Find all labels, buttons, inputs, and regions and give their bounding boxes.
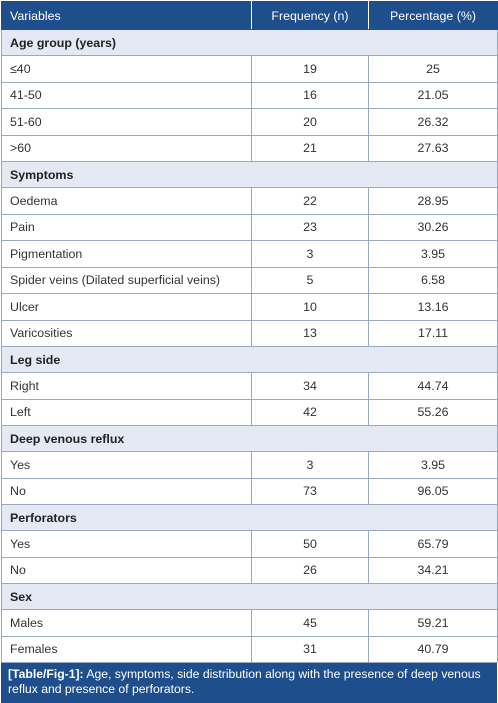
cell-frequency: 50 (252, 531, 369, 558)
cell-percentage: 13.16 (369, 294, 498, 321)
cell-variable: Yes (2, 452, 252, 479)
cell-percentage: 3.95 (369, 241, 498, 268)
group-title: Deep venous reflux (2, 426, 498, 452)
cell-variable: Left (2, 399, 252, 426)
header-frequency: Frequency (n) (252, 2, 369, 30)
table-row (2, 636, 498, 663)
table-row (2, 610, 498, 637)
header-variables: Variables (2, 2, 252, 30)
table-row (2, 531, 498, 558)
cell-frequency: 21 (252, 135, 369, 162)
cell-percentage: 6.58 (369, 267, 498, 294)
table-row (2, 214, 498, 241)
cell-variable: Varicosities (2, 320, 252, 347)
cell-percentage: 26.32 (369, 109, 498, 136)
group-title: Symptoms (2, 162, 498, 188)
cell-variable: Pigmentation (2, 241, 252, 268)
table-row (2, 373, 498, 400)
cell-percentage: 55.26 (369, 399, 498, 426)
table-row (2, 452, 498, 479)
cell-variable: 51-60 (2, 109, 252, 136)
caption-text: Age, symptoms, side distribution along with the presence of deep venous reflux and presence of perforators. (8, 667, 481, 696)
table-row (2, 109, 498, 136)
cell-percentage: 96.05 (369, 478, 498, 505)
cell-percentage: 28.95 (369, 188, 498, 215)
table-row (2, 320, 498, 347)
cell-frequency: 45 (252, 610, 369, 637)
cell-variable: Females (2, 636, 252, 663)
table-row (2, 82, 498, 109)
cell-frequency: 19 (252, 56, 369, 83)
cell-percentage: 40.79 (369, 636, 498, 663)
table-row (2, 241, 498, 268)
cell-variable: Males (2, 610, 252, 637)
group-row (2, 162, 498, 188)
cell-variable: Oedema (2, 188, 252, 215)
cell-frequency: 26 (252, 557, 369, 584)
cell-variable: No (2, 557, 252, 584)
group-row (2, 505, 498, 531)
table-caption (1, 663, 497, 703)
cell-frequency: 31 (252, 636, 369, 663)
cell-percentage: 3.95 (369, 452, 498, 479)
cell-frequency: 13 (252, 320, 369, 347)
cell-frequency: 20 (252, 109, 369, 136)
table-row (2, 188, 498, 215)
cell-frequency: 3 (252, 241, 369, 268)
table-body (2, 30, 498, 663)
table-row (2, 294, 498, 321)
cell-variable: Right (2, 373, 252, 400)
cell-variable: Yes (2, 531, 252, 558)
caption-label: [Table/Fig-1]: (8, 667, 84, 681)
cell-frequency: 3 (252, 452, 369, 479)
cell-variable: Ulcer (2, 294, 252, 321)
cell-frequency: 23 (252, 214, 369, 241)
table-row (2, 267, 498, 294)
cell-frequency: 73 (252, 478, 369, 505)
cell-percentage: 17.11 (369, 320, 498, 347)
cell-variable: 41-50 (2, 82, 252, 109)
group-title: Sex (2, 584, 498, 610)
header-row (2, 2, 498, 30)
group-row (2, 30, 498, 56)
group-title: Leg side (2, 347, 498, 373)
cell-frequency: 22 (252, 188, 369, 215)
group-title: Perforators (2, 505, 498, 531)
cell-percentage: 44.74 (369, 373, 498, 400)
cell-frequency: 16 (252, 82, 369, 109)
cell-variable: Pain (2, 214, 252, 241)
table-row (2, 135, 498, 162)
cell-frequency: 5 (252, 267, 369, 294)
cell-frequency: 34 (252, 373, 369, 400)
table-row (2, 557, 498, 584)
cell-percentage: 21.05 (369, 82, 498, 109)
table-row (2, 478, 498, 505)
table-figure (1, 1, 497, 703)
cell-frequency: 10 (252, 294, 369, 321)
cell-variable: Spider veins (Dilated superficial veins) (2, 267, 252, 294)
cell-percentage: 34.21 (369, 557, 498, 584)
group-row (2, 426, 498, 452)
group-title: Age group (years) (2, 30, 498, 56)
group-row (2, 347, 498, 373)
table-row (2, 399, 498, 426)
cell-percentage: 59.21 (369, 610, 498, 637)
header-percentage: Percentage (%) (369, 2, 498, 30)
cell-percentage: 27.63 (369, 135, 498, 162)
cell-percentage: 25 (369, 56, 498, 83)
cell-frequency: 42 (252, 399, 369, 426)
cell-percentage: 65.79 (369, 531, 498, 558)
table-header (2, 2, 498, 30)
group-row (2, 584, 498, 610)
data-table (1, 1, 498, 663)
cell-variable: ≤40 (2, 56, 252, 83)
cell-variable: No (2, 478, 252, 505)
table-row (2, 56, 498, 83)
cell-variable: >60 (2, 135, 252, 162)
cell-percentage: 30.26 (369, 214, 498, 241)
